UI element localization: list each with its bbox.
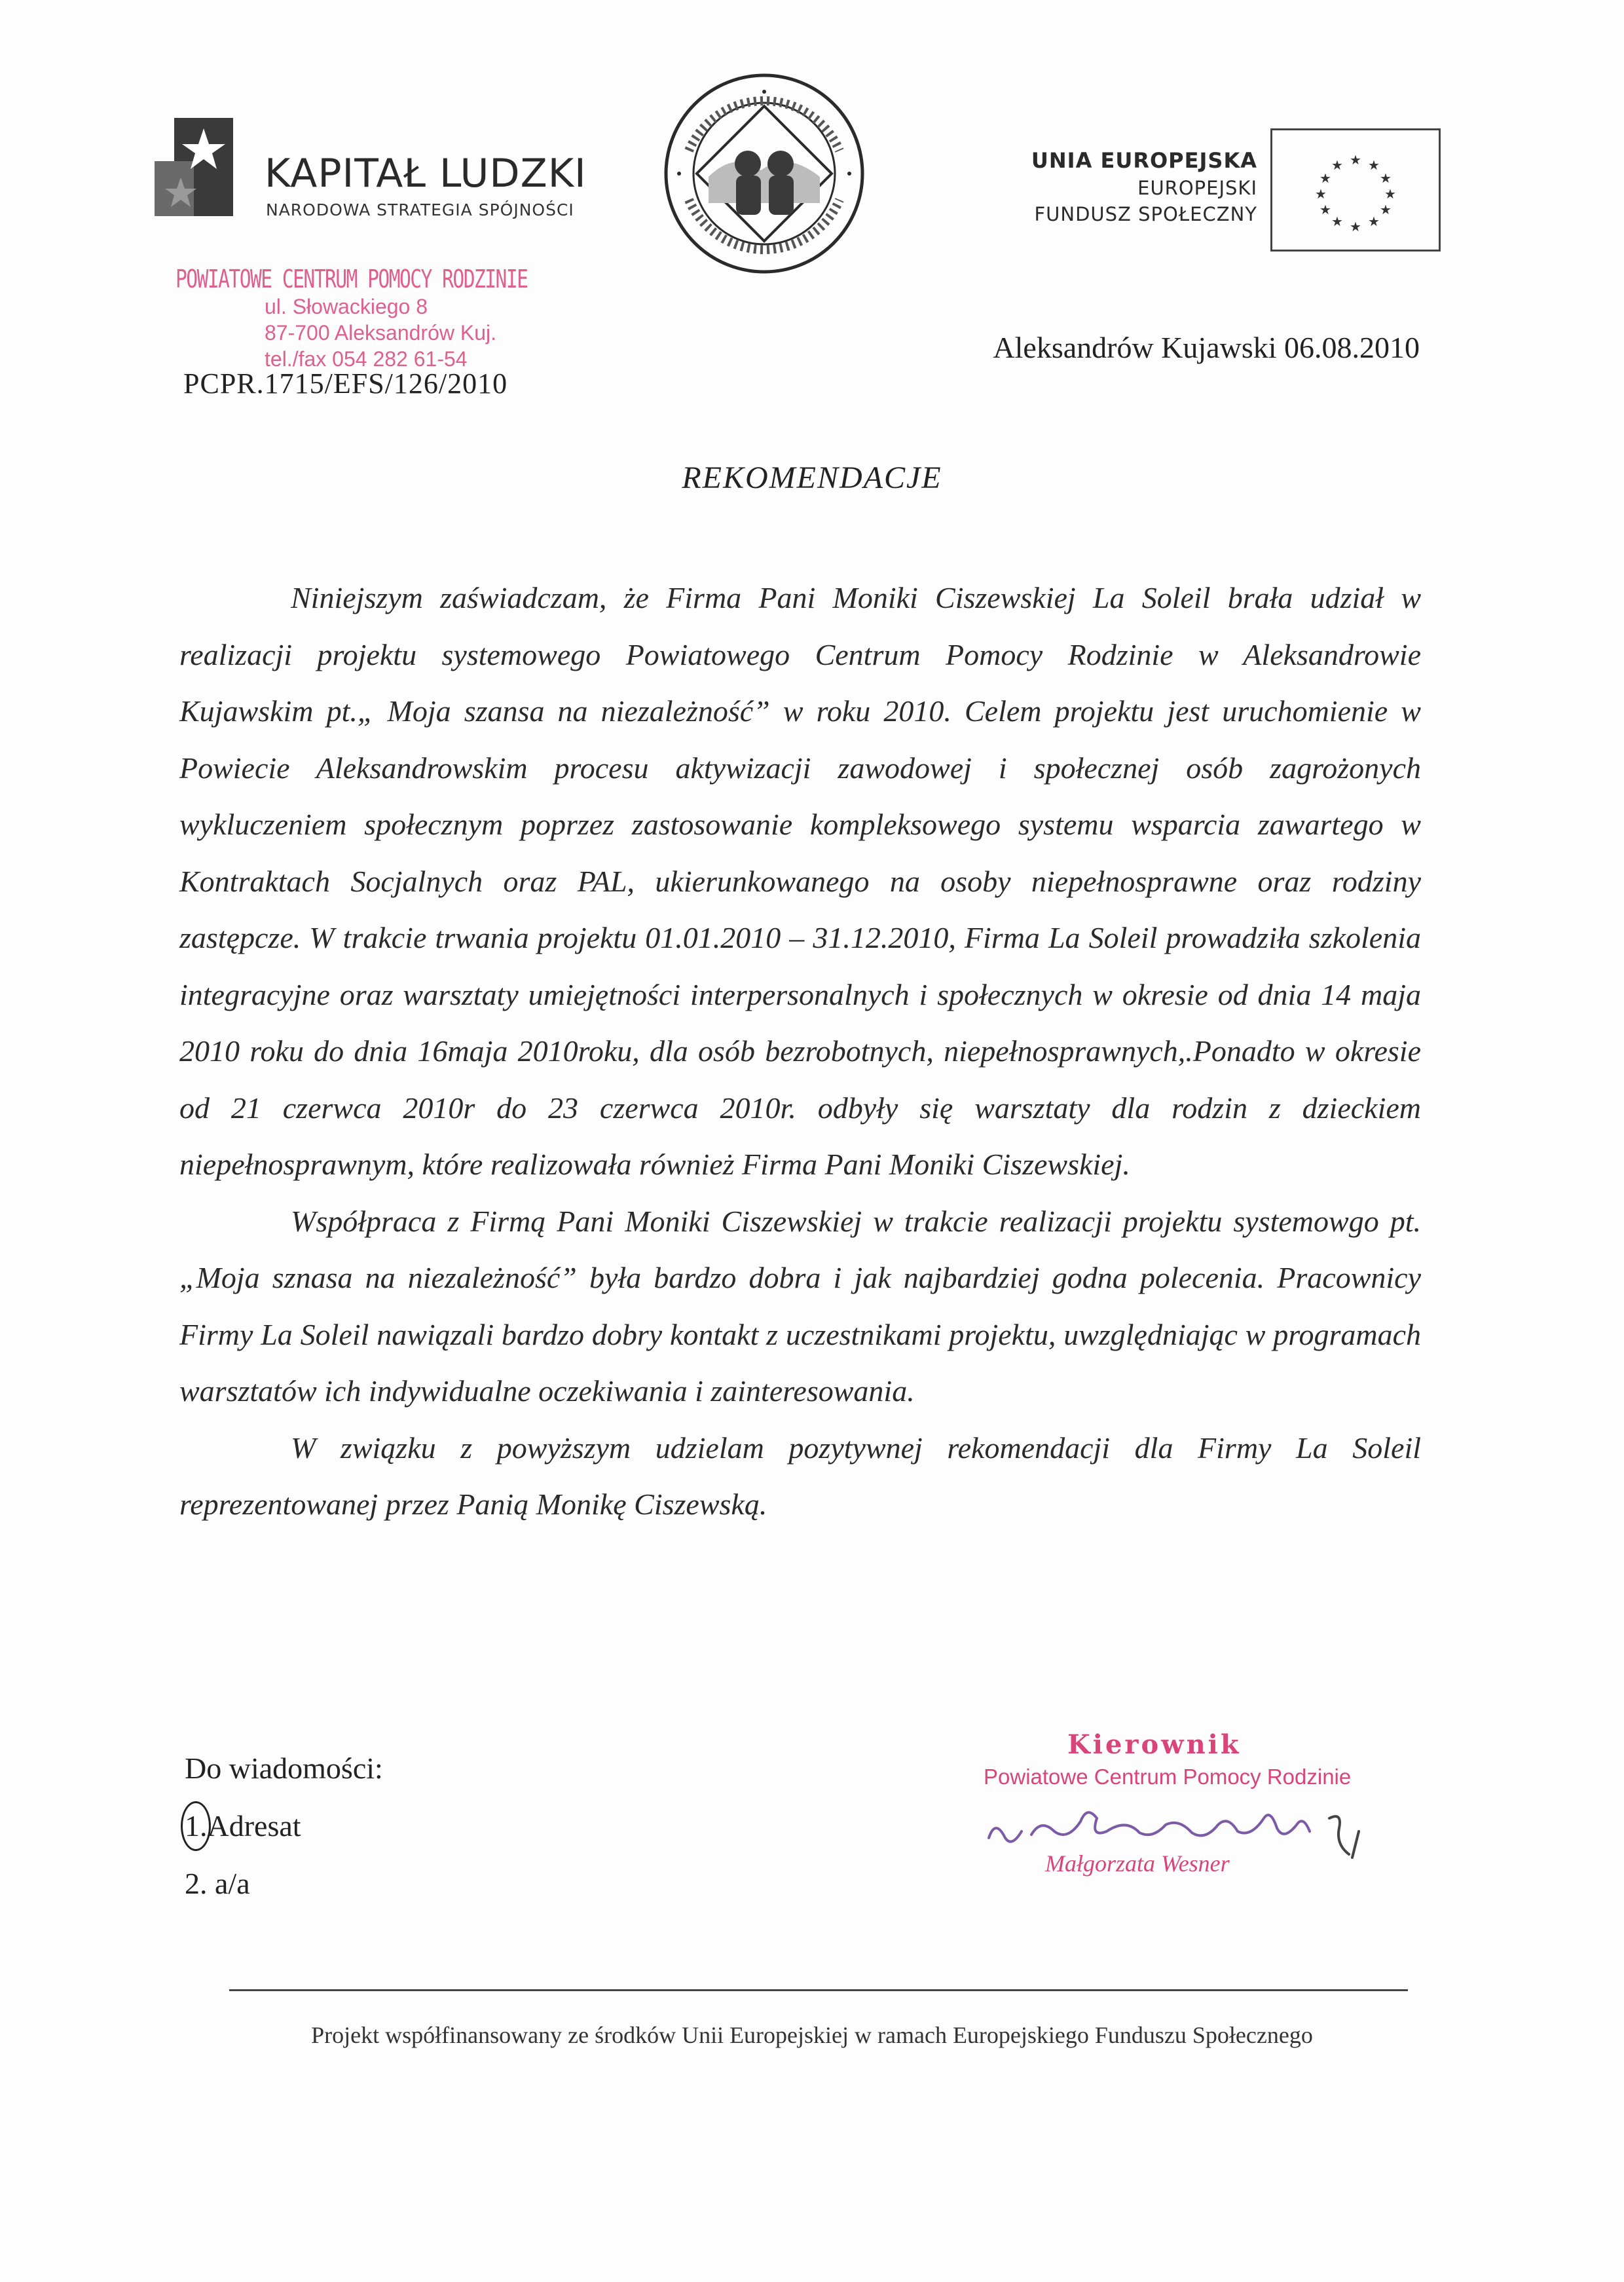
svg-text:★: ★	[1350, 219, 1361, 234]
stamp-phone: tel./fax 054 282 61-54	[265, 347, 468, 371]
pcpr-seal-icon	[663, 72, 866, 275]
svg-text:★: ★	[1368, 157, 1380, 173]
svg-text:★: ★	[1380, 202, 1392, 217]
reference-number: PCPR.1715/EFS/126/2010	[183, 367, 508, 400]
eu-line-2: EUROPEJSKI	[1137, 177, 1257, 199]
signature-name: Małgorzata Wesner	[1045, 1850, 1230, 1877]
svg-text:★: ★	[1320, 202, 1331, 217]
svg-text:★: ★	[1331, 214, 1343, 229]
eu-line-1: UNIA EUROPEJSKA	[1031, 148, 1257, 173]
svg-text:★: ★	[1384, 186, 1396, 202]
eu-flag-frame	[1270, 128, 1441, 252]
distribution-item	[185, 1797, 383, 1855]
document-title: REKOMENDACJE	[682, 460, 942, 495]
institution-stamp	[175, 265, 542, 372]
stamp-street: ul. Słowackiego 8	[265, 295, 428, 318]
body-paragraph-3: W związku z powyższym udzielam pozytywnej rekomendacji dla Firmy La Soleil reprezentowanej przez Panią Monikę Ciszewską.	[179, 1431, 1421, 1521]
stamp-city: 87-700 Aleksandrów Kuj.	[265, 321, 496, 345]
svg-text:★: ★	[1380, 170, 1392, 186]
place-and-date: Aleksandrów Kujawski 06.08.2010	[993, 331, 1420, 364]
footer-text: Projekt współfinansowany ze środków Unii Europejskiej w ramach Europejskiego Funduszu Społecznego	[311, 2022, 1313, 2048]
svg-text:★: ★	[1368, 214, 1380, 229]
body-paragraph-2: Współpraca z Firmą Pani Moniki Ciszewskiej w trakcie realizacji projektu systemowgo pt. „Moja sznasa na niezależność” była bardzo dobra i jak najbardziej godna polecenia. Pracownicy Firmy La Soleil nawiązali bardzo dobry kontakt z uczestnikami projektu, uwzględniając w programach warsztatów ich indywidualne oczekiwania i zainteresowania.	[179, 1204, 1421, 1408]
kapital-ludzki-title: KAPITAŁ LUDZKI	[265, 151, 587, 196]
distribution-heading: Do wiadomości:	[185, 1751, 383, 1785]
handwritten-circle-mark	[181, 1801, 211, 1851]
distribution-list	[185, 1740, 383, 1913]
eu-text-block	[1031, 148, 1257, 225]
distribution-item: 2. a/a	[185, 1867, 250, 1900]
footer-divider	[229, 1989, 1408, 1991]
kapital-ludzki-logo-icon	[155, 115, 253, 220]
signature-block	[976, 1729, 1382, 1886]
svg-text:★: ★	[1320, 170, 1331, 186]
signature-institution: Powiatowe Centrum Pomocy Rodzinie	[984, 1765, 1352, 1789]
svg-text:★: ★	[1331, 157, 1343, 173]
signature-role: Kierownik	[1067, 1729, 1242, 1760]
distribution-item-label: 1.Adresat	[185, 1809, 301, 1842]
svg-text:★: ★	[1350, 152, 1361, 168]
eu-logo	[995, 128, 1441, 252]
eu-line-3: FUNDUSZ SPOŁECZNY	[1034, 203, 1257, 225]
stamp-name: POWIATOWE CENTRUM POMOCY RODZINIE	[175, 265, 528, 293]
svg-text:★: ★	[1315, 186, 1327, 202]
kapital-ludzki-logo	[155, 115, 600, 220]
body-paragraph-1: Niniejszym zaświadczam, że Firma Pani Moniki Ciszewskiej La Soleil brała udział w realizacji projektu systemowego Powiatowego Centrum Pomocy Rodzinie w Aleksandrowie Kujawskim pt.„ Moja szansa na niezależność” w roku 2010. Celem projektu jest uruchomienie w Powiecie Aleksandrowskim procesu aktywizacji zawodowej i społecznej osób zagrożonych wykluczeniem społecznym poprzez zastosowanie kompleksowego systemu wsparcia zawartego w Kontraktach Socjalnych oraz PAL, ukierunkowanego na osoby niepełnosprawne oraz rodziny zastępcze. W trakcie trwania projektu 01.01.2010 – 31.12.2010, Firma La Soleil prowadziła szkolenia integracyjne oraz warsztaty umiejętności interpersonalnych i społecznych w okresie od dnia 14 maja 2010 roku do dnia 16maja 2010roku, dla osób bezrobotnych, niepełnosprawnych,.Ponadto w okresie od 21 czerwca 2010r do 23 czerwca 2010r. odbyły się warsztaty dla rodzin z dzieckiem niepełnosprawnym, które realizowała również Firma Pani Moniki Ciszewskiej.	[179, 581, 1421, 1181]
letter-body	[179, 570, 1421, 1533]
eu-flag-icon	[1272, 130, 1439, 250]
kapital-ludzki-subtitle: NARODOWA STRATEGIA SPÓJNOŚCI	[266, 200, 574, 219]
